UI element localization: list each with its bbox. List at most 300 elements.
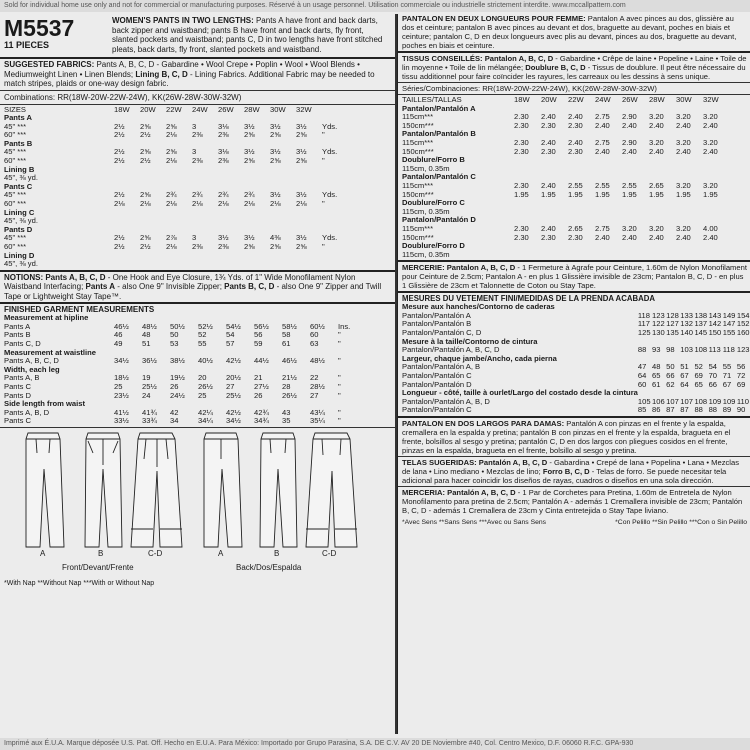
cell-value: 54 (226, 330, 235, 340)
cell-value: 2.30 (568, 120, 583, 130)
row-label: 115cm, 0.35m (402, 206, 450, 216)
cell-value: 59 (254, 339, 263, 349)
cell-value: 2¾ (244, 190, 255, 200)
cell-value: 60½ (310, 321, 325, 331)
cell-value: 87 (680, 405, 689, 415)
fr-yardage-row-header-label: TAILLES/TALLAS (402, 95, 462, 104)
fr-yardage-table (398, 96, 730, 259)
garment-row (0, 417, 350, 426)
cell-value (270, 217, 296, 226)
cell-value: 3⅛ (218, 121, 229, 131)
fr-measures-title: MESURES DU VETEMENT FINI/MEDIDAS DE LA PRENDA ACABADA (402, 294, 655, 304)
row-label: Pantalon/Pantalón D (402, 215, 476, 225)
cell-value: 57 (226, 339, 235, 349)
garment-measurements-title: FINISHED GARMENT MEASUREMENTS (4, 305, 155, 315)
cell-value (296, 252, 322, 261)
unit-header (322, 106, 344, 115)
cell-value (218, 252, 244, 261)
cell-value: 2⅛ (192, 199, 203, 209)
divider (0, 270, 395, 272)
es-title: PANTALON EN DOS LARGOS PARA DAMAS: (402, 419, 565, 428)
cell-value: 53 (170, 339, 179, 349)
unit-cell (322, 217, 344, 226)
cell-value: 25 (114, 382, 123, 392)
cell-value: 42 (170, 407, 179, 417)
lining-text: - Lining Fabrics. Additional Fabric may be needed to match stripes, plaids or one-way design fabric. (4, 69, 375, 88)
cell-value: 2⅝ (244, 156, 255, 166)
cell-value: 3.20 (703, 180, 718, 190)
cell-value: 2.30 (541, 146, 556, 156)
cell-value: 23½ (114, 390, 129, 400)
cell-value: 3.20 (622, 223, 637, 233)
pattern-number: M5537 (4, 15, 75, 41)
cell-value: 48½ (310, 356, 325, 366)
cell-value: 145 (694, 328, 708, 338)
cell-value: 2⅝ (296, 130, 307, 140)
cell-value (676, 208, 703, 217)
cell-value (296, 217, 322, 226)
cell-value: 2⅛ (166, 199, 177, 209)
cell-value: 143 (708, 310, 722, 320)
row-label: 115cm, 0.35m (402, 249, 450, 259)
divider (398, 486, 750, 487)
size-header: 28W (244, 104, 260, 114)
cell-value: 3⅛ (218, 147, 229, 157)
cell-value (541, 251, 568, 260)
cell-value: 2.40 (541, 180, 556, 190)
cell-value: 48½ (142, 321, 157, 331)
cell-value: 41¾ (142, 407, 157, 417)
cell-value: 2⅜ (218, 242, 229, 251)
yardage-row (0, 200, 344, 209)
cell-value (140, 260, 166, 269)
cell-value: 2½ (114, 130, 125, 140)
cell-value: 61 (652, 379, 661, 389)
cell-value (622, 156, 649, 165)
cell-value: 64 (680, 379, 689, 389)
row-label: 45" *** (4, 147, 27, 157)
cell-value: 2.40 (676, 146, 691, 156)
cell-value: 33¾ (142, 416, 157, 426)
cell-value: 3.20 (703, 137, 718, 147)
yardage-row (0, 260, 344, 269)
es-description (398, 419, 750, 455)
cell-value: 34¾ (254, 416, 269, 426)
cell-value: 62 (666, 379, 675, 389)
cell-value: 38½ (170, 356, 185, 366)
divider (398, 82, 750, 83)
cell-value: 2.65 (649, 180, 664, 190)
row-label: 115cm*** (402, 180, 434, 190)
cell-value: 72 (736, 371, 746, 381)
divider (0, 302, 395, 304)
back-pants-a-drawing (204, 433, 242, 547)
row-label: 115cm, 0.35m (402, 163, 450, 173)
cell-value: 2.30 (514, 146, 529, 156)
row-label: Pants C, D (4, 339, 41, 349)
cell-value: 2.40 (622, 146, 637, 156)
cell-value: 27 (310, 390, 319, 400)
cell-value (568, 156, 595, 165)
description-text: Pants A have front and back darts, back zipper and waistband; pants B have front and back darts, fly front, slanted pockets and waistband; pants C, D in two lengths have front stitched pleats, back darts, fly front, slanted pockets and waistband. (112, 16, 383, 54)
cell-value: 2.40 (676, 232, 691, 242)
cell-value: 65 (652, 371, 661, 381)
cell-value: 2.40 (541, 137, 556, 147)
cell-value: 113 (708, 345, 721, 355)
es-merceria-title: MERCERIA: Pantalón A, B, C, D (402, 488, 516, 497)
size-header: 24W (595, 95, 611, 104)
row-label: Pants D (4, 224, 33, 234)
row-label: Pants C (4, 382, 32, 392)
cell-value: 28½ (310, 382, 325, 392)
cell-value: 1.95 (649, 189, 664, 199)
cell-value: 44½ (254, 356, 269, 366)
row-label: Measurement at hipline (4, 313, 89, 323)
cell-value: 58½ (282, 321, 297, 331)
fr-nap-note: *Avec Sens **Sans Sens ***Avec ou Sans Sens (402, 519, 547, 526)
cell-value: 28 (282, 382, 291, 392)
cell-value: 2⅛ (166, 156, 177, 166)
divider (398, 260, 750, 262)
cell-value (192, 166, 218, 175)
cell-value: 46½ (114, 321, 129, 331)
front-caption: Front/Devant/Frente (62, 563, 134, 572)
row-label: Pants B (4, 330, 31, 340)
cell-value: 160 (736, 328, 750, 338)
cell-value (192, 174, 218, 183)
cell-value: 2⅛ (166, 130, 177, 140)
garment-measurements-table (0, 314, 350, 426)
cell-value: 2.30 (514, 137, 529, 147)
cell-value: 130 (652, 328, 665, 338)
cell-value: 135 (666, 328, 679, 338)
yardage-row (0, 243, 344, 252)
cell-value: 2½ (140, 242, 151, 251)
cell-value: 43¼ (310, 407, 325, 417)
bottom-notice: Imprimé aux É.U.A. Marque déposée U.S. Pat. Off. Hecho en E.U.A. Para México: Importado por Grupo Parasina, S.A. DE C.V. AV 20 DE Noviembre #40, Col. Centro Mexico, D.F. 06060 R.F.C. GPA-930 (0, 738, 750, 750)
fr-lining-title: Doublure B, C, D (525, 63, 586, 72)
cell-value: 3.20 (649, 137, 664, 147)
row-label: Pantalon/Pantalón A, B, C, D (402, 345, 500, 355)
cell-value: 52 (694, 362, 703, 372)
yardage-row (0, 174, 344, 183)
cell-value: 2⅛ (296, 199, 307, 209)
row-label: Width, each leg (4, 364, 60, 374)
cell-value: 2⅜ (218, 156, 229, 166)
es-text: Pantalón A con pinzas en el frente y la espalda, cremallera en la espalda y pretina; pantalón B con pinzas en el frente y la espalda, bragueta en el frente, bolsillos al sesgo y pretina; pantalón C, D en dos largos con pliegues cosidos en el frente, pinzas en la espalda, bragueta en el frente, bolsillo al sesgo y pretina. (402, 419, 731, 455)
cell-value (192, 252, 218, 261)
cell-value: 3½ (296, 190, 307, 200)
row-label: Side length from waist (4, 399, 86, 409)
cell-value: 150 (708, 328, 722, 338)
cell-value (676, 251, 703, 260)
cell-value (568, 242, 595, 251)
cell-value: 43 (282, 407, 291, 417)
cell-value: 2⅛ (244, 199, 255, 209)
unit-cell: " (338, 339, 341, 349)
fr-lining-text: - Tissus de doublure. Il peut être nécessaire du tissu additionnel pour faire coïncider les rayures, les carreaux ou les dessins à sens unique. (402, 63, 746, 81)
notions (0, 273, 395, 302)
top-notice: Sold for individual home use only and not for commercial or manufacturing purposes. Réservé à un usage personnel. Utilisation commerciale ou industrielle strictement interdite. www.mccallpattern.com (0, 0, 750, 12)
cell-value: 140 (680, 328, 693, 338)
unit-cell: Yds. (322, 121, 338, 131)
cell-value: 2⅝ (140, 121, 151, 131)
cell-value (296, 174, 322, 183)
cell-value: 3½ (244, 147, 255, 157)
french-spanish-column (397, 14, 750, 734)
fr-mercerie (398, 263, 750, 290)
cell-value: 54½ (226, 321, 241, 331)
cell-value: 42½ (226, 356, 241, 366)
cell-value (114, 174, 140, 183)
cell-value (140, 252, 166, 261)
cell-value: 2¾ (192, 190, 203, 200)
cell-value (514, 165, 541, 174)
cell-value (114, 217, 140, 226)
cell-value (192, 209, 218, 218)
cell-value: 56½ (254, 321, 269, 331)
cell-value (514, 156, 541, 165)
cell-value: 50½ (170, 321, 185, 331)
cell-value (218, 260, 244, 269)
cell-value: 2.65 (568, 223, 583, 233)
cell-value (622, 242, 649, 251)
cell-value: 56 (254, 330, 263, 340)
row-label: Pantalon/Pantalón A (402, 103, 476, 113)
fr-measures-table (398, 303, 750, 415)
cell-value: 26½ (198, 382, 213, 392)
cell-value: 1.95 (541, 189, 556, 199)
cell-value: 128 (666, 310, 679, 320)
cell-value: 3½ (296, 121, 307, 131)
cell-value (244, 166, 270, 175)
cell-value: 2.75 (595, 223, 610, 233)
es-nap-note: *Con Pelillo **Sin Pelillo ***Con o Sin Pelillo (615, 519, 747, 526)
cell-value (296, 209, 322, 218)
cell-value: 2.30 (514, 180, 529, 190)
size-header: 26W (218, 104, 234, 114)
cell-value: 118 (722, 345, 735, 355)
cell-value (270, 166, 296, 175)
cell-value: 3.20 (649, 112, 664, 122)
cell-value: 1.95 (595, 189, 610, 199)
unit-cell: " (322, 242, 325, 251)
divider (0, 57, 395, 59)
cell-value: 4⅜ (270, 233, 281, 243)
cell-value (649, 165, 676, 174)
cell-value: 33½ (114, 416, 129, 426)
row-label: 150cm*** (402, 146, 434, 156)
cell-value: 87 (666, 405, 675, 415)
cell-value: 27 (226, 382, 235, 392)
size-header: 32W (296, 104, 312, 114)
notions-title: NOTIONS: Pants A, B, C, D (4, 272, 106, 282)
row-label: Pants A, B (4, 373, 40, 383)
cell-value: 2.30 (541, 120, 556, 130)
cell-value: 2.55 (595, 180, 610, 190)
cell-value: 2.40 (568, 137, 583, 147)
cell-value: 2½ (114, 121, 125, 131)
cell-value: 133 (680, 310, 693, 320)
cell-value (703, 199, 730, 208)
cell-value: 85 (637, 405, 647, 415)
cell-value: 3 (192, 121, 197, 131)
front-label-cd: C-D (148, 549, 163, 558)
cell-value (140, 217, 166, 226)
description-title: WOMEN'S PANTS IN TWO LENGTHS: (112, 16, 254, 25)
cell-value: 54 (708, 362, 718, 372)
cell-value: 3.20 (676, 223, 691, 233)
cell-value: 20½ (226, 373, 241, 383)
unit-cell (322, 260, 344, 269)
divider (0, 427, 395, 428)
cell-value (622, 251, 649, 260)
row-label: Lining C (4, 207, 35, 217)
cell-value: 155 (722, 328, 736, 338)
cell-value: 3.20 (676, 137, 691, 147)
cell-value: 2.40 (649, 120, 664, 130)
cell-value: 71 (722, 371, 732, 381)
es-fabrics-text: - Gabardina • Crepé de lana • Popelina • Lana • Mezclas de lana • Lino mediano • Mezclas de lino; (402, 458, 740, 476)
cell-value: 3½ (244, 121, 255, 131)
cell-value: 20 (198, 373, 207, 383)
cell-value (192, 260, 218, 269)
cell-value: 21 (254, 373, 263, 383)
yardage-row (0, 217, 344, 226)
cell-value: 137 (694, 319, 708, 329)
cell-value: 2⅜ (218, 130, 229, 140)
garment-line-drawings (0, 429, 395, 579)
header-block (0, 14, 395, 56)
cell-value: 56 (736, 362, 746, 372)
cell-value: 2½ (114, 233, 125, 243)
cell-value (595, 208, 622, 217)
row-label: Pantalon/Pantalón C (402, 405, 472, 415)
cell-value: 93 (652, 345, 661, 355)
cell-value: 2.55 (568, 180, 583, 190)
cell-value: 24½ (170, 390, 185, 400)
cell-value (703, 165, 730, 174)
notions-bcd-title: Pants B, C, D (224, 282, 275, 292)
cell-value: 34½ (114, 356, 129, 366)
cell-value: 122 (652, 319, 665, 329)
cell-value (270, 260, 296, 269)
size-header: 18W (114, 104, 130, 114)
row-label: Measurement at waistline (4, 347, 97, 357)
cell-value (244, 174, 270, 183)
yardage-row-header-label: SIZES (4, 104, 26, 114)
cell-value: 3½ (296, 233, 307, 243)
lining-title: Lining B, C, D (135, 69, 188, 79)
row-label: Doublure/Forro C (402, 198, 465, 208)
cell-value: 3½ (296, 147, 307, 157)
cell-value: 1.95 (622, 189, 637, 199)
yardage-table (0, 106, 344, 269)
cell-value: 2.40 (676, 120, 691, 130)
row-label: Pants D (4, 390, 32, 400)
row-label: 115cm*** (402, 137, 434, 147)
cell-value: 2½ (114, 190, 125, 200)
cell-value: 2.30 (568, 146, 583, 156)
cell-value: 19 (142, 373, 151, 383)
cell-value: 107 (666, 396, 679, 406)
description (108, 14, 395, 56)
es-lining-title: Forro B, C, D (542, 467, 590, 476)
row-label: Pantalon/Pantalón B (402, 129, 476, 139)
cell-value: 88 (637, 345, 647, 355)
cell-value (676, 199, 703, 208)
cell-value: 2.55 (622, 180, 637, 190)
cell-value: 34½ (226, 416, 241, 426)
row-label: Pantalon/Pantalón C (402, 371, 472, 381)
cell-value (703, 242, 730, 251)
cell-value: 3½ (244, 233, 255, 243)
row-label: Pants C (4, 416, 32, 426)
cell-value: 89 (722, 405, 732, 415)
row-label: Pantalon/Pantalón B (402, 319, 472, 329)
row-label: Pantalon/Pantalón A, B, D (402, 396, 490, 406)
cell-value: 2.30 (514, 120, 529, 130)
cell-value: 2.90 (622, 112, 637, 122)
cell-value: 2¾ (166, 190, 177, 200)
row-label: Doublure/Forro B (402, 155, 465, 165)
cell-value (595, 156, 622, 165)
cell-value: 2.40 (595, 120, 610, 130)
cell-value: 2½ (140, 156, 151, 166)
cell-value: 2⅜ (192, 242, 203, 251)
fr-title: PANTALON EN DEUX LONGUEURS POUR FEMME: (402, 14, 586, 23)
notions-a-text: - also One 9" Invisible Zipper; (115, 282, 225, 292)
cell-value: 3½ (270, 121, 281, 131)
divider (0, 90, 395, 91)
cell-value (541, 242, 568, 251)
cell-value (595, 199, 622, 208)
cell-value (622, 165, 649, 174)
cell-value: 123 (652, 310, 665, 320)
row-label: Mesure aux hanches/Contorno de caderas (402, 302, 555, 312)
cell-value: 36½ (142, 356, 157, 366)
cell-value (703, 208, 730, 217)
size-header: 30W (270, 104, 286, 114)
cell-value: 109 (708, 396, 722, 406)
cell-value: 42¼ (198, 407, 213, 417)
cell-value (541, 156, 568, 165)
cell-value: 2⅝ (270, 242, 281, 251)
cell-value: 52 (198, 330, 207, 340)
fr-fabrics-text: - Gabardine • Crêpe de laine • Popeline • Laine • Toile de lin moyenne • Toile de lin mélangée; (402, 54, 747, 72)
cell-value: 2⅞ (166, 233, 177, 243)
piece-count: 11 PIECES (4, 40, 50, 50)
row-label: Lining D (4, 250, 35, 260)
row-label: Pantalon/Pantalón C (402, 172, 476, 182)
cell-value: 66 (708, 379, 718, 389)
es-lining-text: - Telas de forro. Se puede necesitar tela adicional para hacer coincidir los diseños de rayas, cuadros o diseños en una sola dirección. (402, 467, 727, 485)
cell-value: 2.40 (595, 232, 610, 242)
cell-value (514, 251, 541, 260)
unit-cell (322, 166, 344, 175)
cell-value (166, 217, 192, 226)
row-label: 115cm*** (402, 223, 434, 233)
cell-value: 67 (680, 371, 689, 381)
cell-value (649, 156, 676, 165)
cell-value: 40½ (198, 356, 213, 366)
back-label-a: A (218, 549, 224, 558)
cell-value: 2⅝ (244, 130, 255, 140)
size-header: 26W (622, 95, 638, 104)
cell-value: 2⅝ (166, 121, 177, 131)
cell-value: 49 (114, 339, 123, 349)
cell-value: 2⅛ (166, 242, 177, 251)
